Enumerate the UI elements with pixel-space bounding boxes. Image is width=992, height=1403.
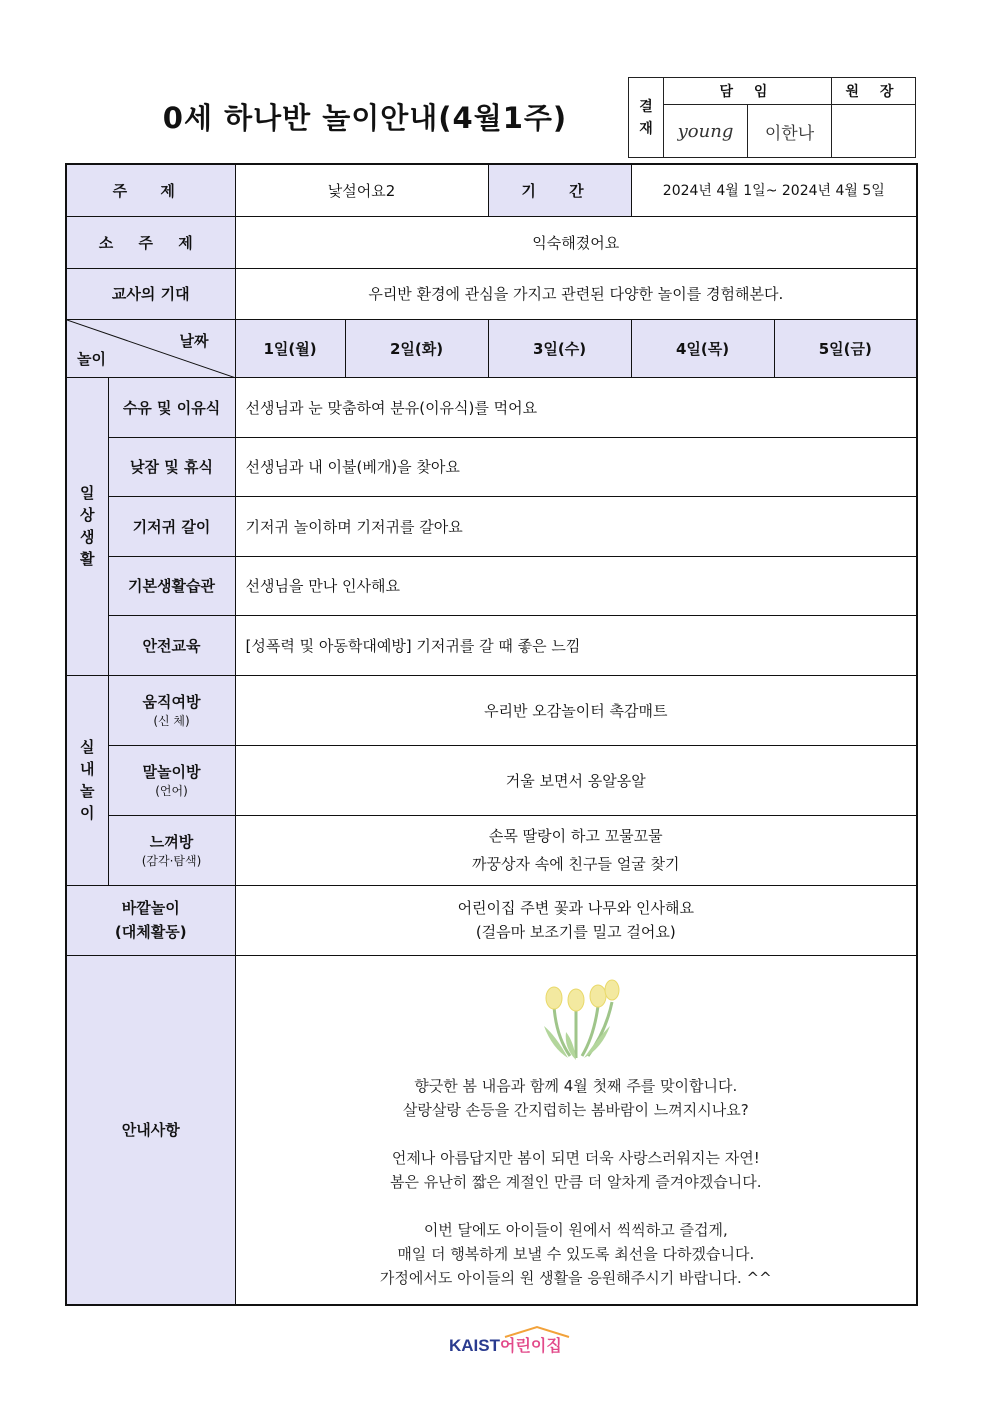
signature: young — [677, 120, 734, 142]
daily-life-label: 안전교육 — [108, 615, 235, 675]
signature-teacher-2 — [748, 105, 832, 158]
director-header: 원 장 — [832, 78, 916, 105]
outdoor-value: 어린이집 주변 꽃과 나무와 인사해요 (걸음마 보조기를 밀고 걸어요) — [235, 885, 917, 955]
daily-life-group-label: 일 상 생 활 — [66, 377, 108, 675]
period-label: 기 간 — [488, 164, 631, 216]
indoor-play-label: 움직여방 (신 체) — [108, 675, 235, 745]
indoor-play-label: 말놀이방 (언어) — [108, 745, 235, 815]
indoor-play-group-label: 실 내 놀 이 — [66, 675, 108, 885]
logo-kinder-text: 어린이집 — [500, 1336, 562, 1355]
daily-life-value: 선생님을 만나 인사해요 — [235, 556, 917, 615]
period-value: 2024년 4월 1일~ 2024년 4월 5일 — [631, 164, 917, 216]
indoor-play-label: 느껴방 (감각·탐색) — [108, 815, 235, 885]
day-2: 2일(화) — [345, 319, 488, 377]
daily-life-label: 기본생활습관 — [108, 556, 235, 615]
approval-label: 결 재 — [629, 78, 664, 158]
daily-life-label: 기저귀 갈이 — [108, 496, 235, 556]
signature-teacher-1 — [664, 105, 748, 158]
subtheme-value: 익숙해졌어요 — [235, 216, 917, 268]
daily-life-value: 기저귀 놀이하며 기저귀를 갈아요 — [235, 496, 917, 556]
notice-label: 안내사항 — [66, 955, 235, 1305]
indoor-play-value: 우리반 오감놀이터 촉감매트 — [235, 675, 917, 745]
expectation-value: 우리반 환경에 관심을 가지고 관련된 다양한 놀이를 경험해본다. — [235, 268, 917, 319]
subtheme-label: 소 주 제 — [66, 216, 235, 268]
indoor-play-value: 거울 보면서 옹알옹알 — [235, 745, 917, 815]
daily-life-value: 선생님과 내 이불(베개)을 찾아요 — [235, 437, 917, 496]
day-3: 3일(수) — [488, 319, 631, 377]
signature-director — [832, 105, 916, 158]
daily-life-value: 선생님과 눈 맞춤하여 분유(이유식)를 먹어요 — [235, 377, 917, 437]
plan-table — [65, 163, 918, 1306]
daily-life-label: 낮잠 및 휴식 — [108, 437, 235, 496]
theme-value: 낯설어요2 — [235, 164, 488, 216]
day-5: 5일(금) — [774, 319, 917, 377]
indoor-play-value: 손목 딸랑이 하고 꼬물꼬물 까꿍상자 속에 친구들 얼굴 찾기 — [235, 815, 917, 885]
expectation-label: 교사의 기대 — [66, 268, 235, 319]
day-4: 4일(목) — [631, 319, 774, 377]
kaist-kindergarten-logo — [447, 1323, 577, 1359]
daily-life-label: 수유 및 이유식 — [108, 377, 235, 437]
logo-kaist-text: KAIST — [449, 1336, 500, 1355]
approval-box — [628, 77, 916, 158]
notice-content: 향긋한 봄 내음과 함께 4월 첫째 주를 맞이합니다. 살랑살랑 손등을 간지럽히는 봄바람이 느껴지시나요? 언제나 아름답지만 봄이 되면 더욱 사랑스러워지는 자연! 봄은 유난히 짧은 계절인 만큼 더 알차게 즐겨야겠습니다. 이번 달에도 아이들이 원에서 씩씩하고 즐겁게, 매일 더 행복하게 보낼 수 있도록 최선을 다하겠습니다. 가정에서도 아이들의 원 생활을 응원해주시기 바랍니다. ^^ — [235, 955, 917, 1305]
outdoor-label: 바깥놀이 (대체활동) — [66, 885, 235, 955]
theme-label: 주 제 — [66, 164, 235, 216]
daily-life-value: [성폭력 및 아동학대예방] 기저귀를 갈 때 좋은 느낌 — [235, 615, 917, 675]
signature: 이한나 — [764, 123, 815, 144]
page-title: 0세 하나반 놀이안내(4월1주) — [162, 101, 568, 135]
date-play-header: 날짜 놀이 — [66, 319, 235, 377]
teacher-header: 담 임 — [664, 78, 832, 105]
day-1: 1일(월) — [235, 319, 345, 377]
tulip-illustration — [526, 976, 626, 1064]
